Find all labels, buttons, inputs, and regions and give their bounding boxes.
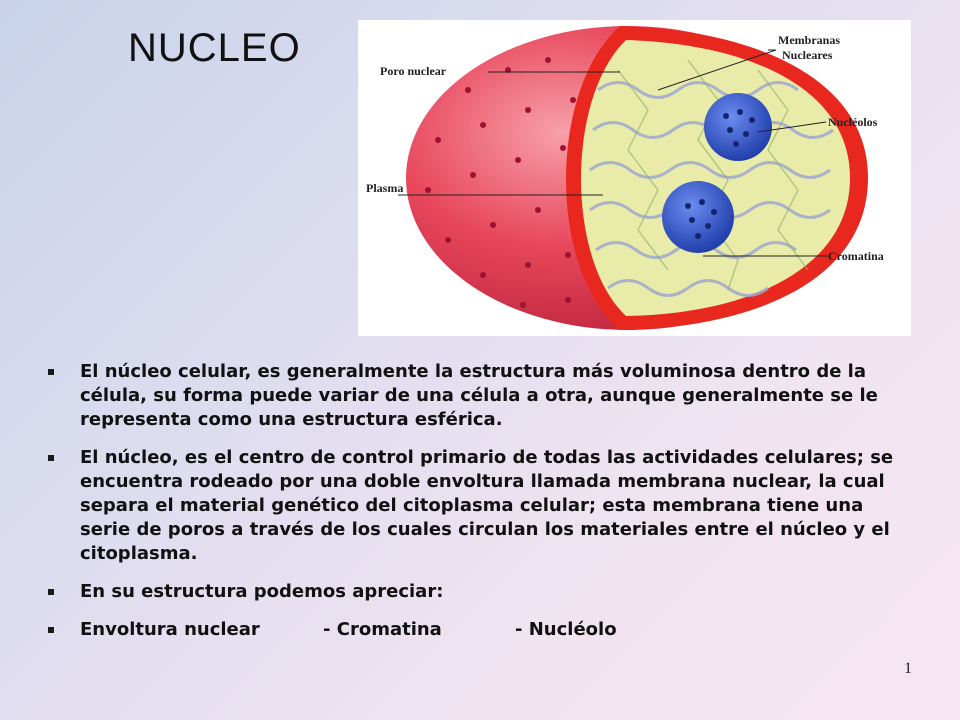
slide-title: NUCLEO: [128, 26, 301, 70]
bullet-item: [44, 360, 914, 432]
bullet-item: [44, 446, 914, 566]
bullet-marker: [48, 627, 54, 633]
bullet-marker: [48, 369, 54, 375]
label-nucleares: Nucleares: [782, 48, 833, 62]
label-plasma: Plasma: [366, 181, 404, 195]
bullet-item: [44, 580, 914, 604]
structure-item-nucleolo: - Nucléolo: [515, 619, 617, 640]
bullet-text: En su estructura podemos apreciar:: [80, 581, 444, 602]
label-membranas: Membranas: [778, 33, 840, 47]
bullet-text: El núcleo, es el centro de control primario de todas las actividades celulares; se encuentra rodeado por una doble envoltura llamada membrana nuclear, la cual separa el material genético del citoplasma celular; esta membrana tiene una serie de poros a través de los cuales circulan los materiales entre el núcleo y el citoplasma.: [80, 447, 894, 564]
nucleolus-top: [704, 93, 772, 161]
page-number: 1: [904, 660, 912, 677]
bullet-marker: [48, 589, 54, 595]
nucleolus-bottom: [662, 181, 734, 253]
bullet-item: [44, 618, 914, 642]
label-cromatina: Cromatina: [828, 249, 884, 263]
structure-item-envoltura: Envoltura nuclear: [80, 619, 260, 640]
label-poro-nuclear: Poro nuclear: [380, 64, 447, 78]
bullet-marker: [48, 455, 54, 461]
bullet-list: [44, 360, 914, 656]
nucleus-diagram: [358, 20, 911, 336]
bullet-text: El núcleo celular, es generalmente la estructura más voluminosa dentro de la célula, su forma puede variar de una célula a otra, aunque generalmente se le representa como una estructura esférica.: [80, 361, 878, 430]
structure-item-cromatina: - Cromatina: [323, 619, 442, 640]
label-nucleolos: Nucléolos: [828, 115, 878, 129]
